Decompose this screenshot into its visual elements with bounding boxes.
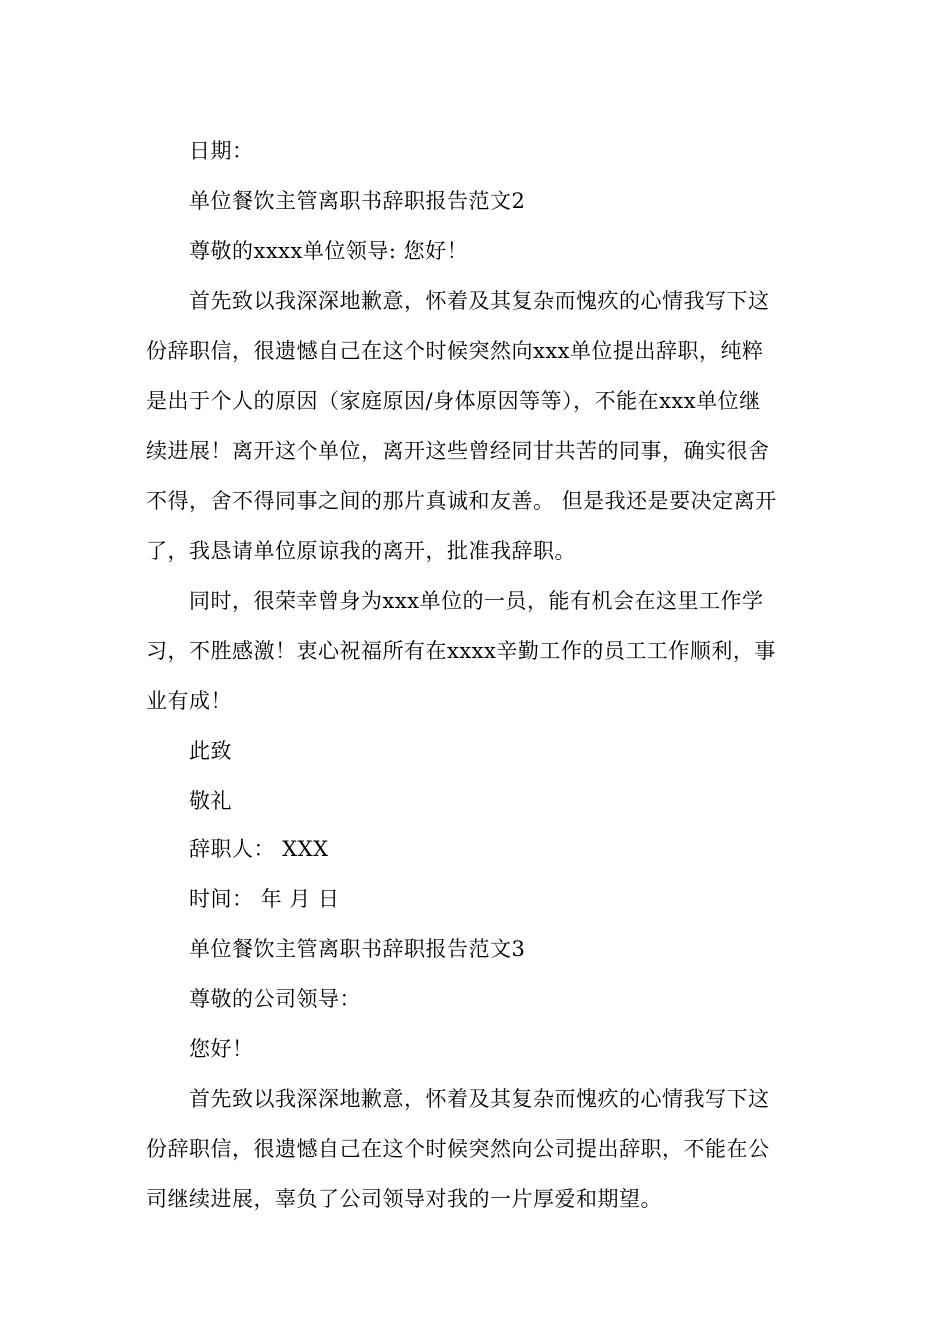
- paragraph-line: 业有成！: [146, 689, 232, 713]
- paragraph-line: 是出于个人的原因（家庭原因/身体原因等等），不能在xxx单位继: [146, 389, 761, 413]
- time-line: 时间： 年 月 日: [189, 887, 340, 911]
- paragraph-line: 首先致以我深深地歉意，怀着及其复杂而愧疚的心情我写下这: [189, 1087, 770, 1111]
- paragraph-line: 首先致以我深深地歉意，怀着及其复杂而愧疚的心情我写下这: [189, 289, 770, 313]
- section-title-2: 单位餐饮主管离职书辞职报告范文2: [189, 189, 526, 213]
- paragraph-line: 份辞职信，很遗憾自己在这个时候突然向公司提出辞职，不能在公: [146, 1137, 770, 1161]
- paragraph-line: 了，我恳请单位原谅我的离开，批准我辞职。: [146, 539, 576, 563]
- salutation-3: 尊敬的公司领导：: [189, 987, 361, 1011]
- signature-line: 辞职人： XXX: [189, 837, 329, 861]
- section-title-3: 单位餐饮主管离职书辞职报告范文3: [189, 937, 526, 961]
- paragraph-line: 司继续进展，辜负了公司领导对我的一片厚爱和期望。: [146, 1187, 662, 1211]
- paragraph-line: 不得，舍不得同事之间的那片真诚和友善。 但是我还是要决定离开: [146, 489, 777, 513]
- paragraph-line: 份辞职信，很遗憾自己在这个时候突然向xxx单位提出辞职，纯粹: [146, 339, 764, 363]
- date-label: 日期：: [189, 139, 254, 163]
- paragraph-line: 续进展！离开这个单位，离开这些曾经同甘共苦的同事，确实很舍: [146, 439, 770, 463]
- paragraph-line: 习，不胜感激！衷心祝福所有在xxxx辛勤工作的员工工作顺利，事: [146, 639, 776, 663]
- greeting-3: 您好！: [189, 1037, 254, 1061]
- closing-jingli: 敬礼: [189, 789, 232, 813]
- salutation-2: 尊敬的xxxx单位领导: 您好！: [189, 239, 469, 263]
- closing-cizhi: 此致: [189, 739, 232, 763]
- paragraph-line: 同时，很荣幸曾身为xxx单位的一员，能有机会在这里工作学: [189, 589, 764, 613]
